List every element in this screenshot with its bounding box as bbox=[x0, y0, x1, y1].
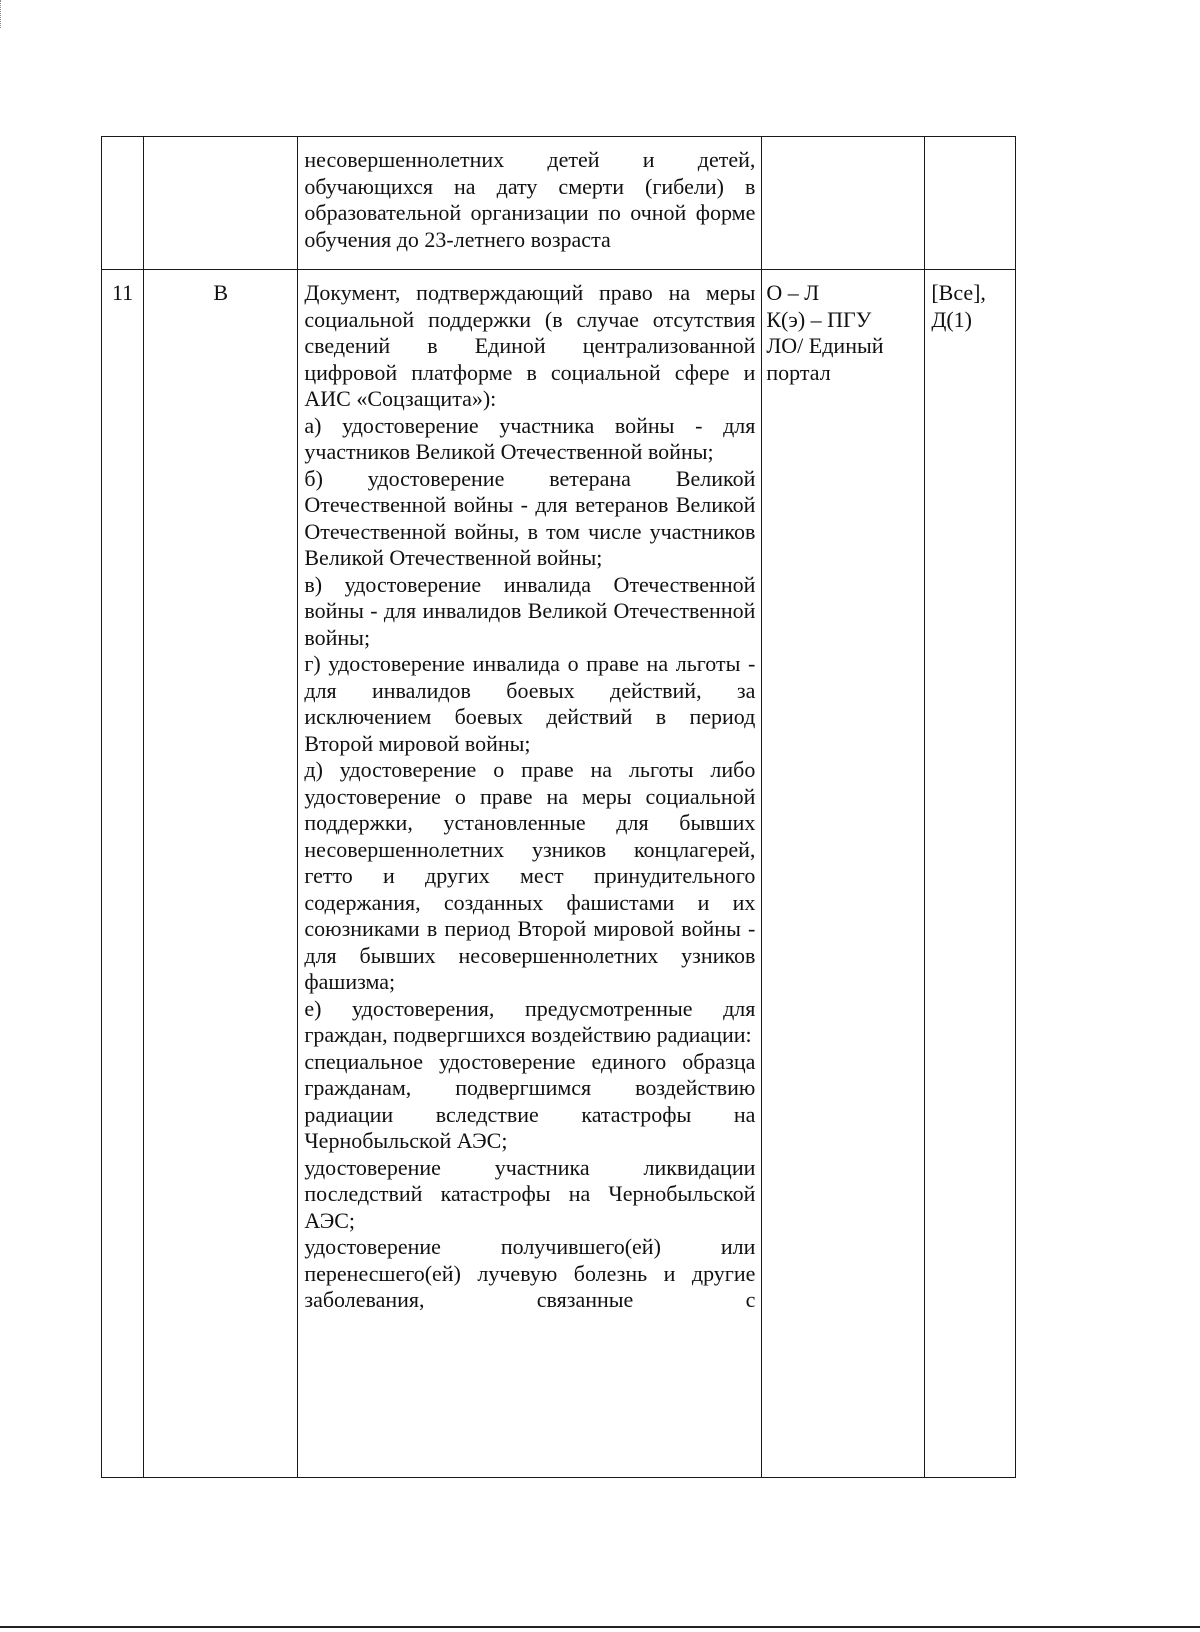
paragraph-intro: Документ, подтверждающий право на меры социальной поддержки (в случае отсутствия сведений в Единой централизованной цифровой платформе в социальной сфере и АИС «Соцзащита»): bbox=[304, 280, 756, 411]
category-line: [Все], bbox=[931, 280, 986, 305]
document-table bbox=[101, 136, 1016, 1478]
source-line: ЛО/ Единый bbox=[766, 333, 884, 358]
paragraph-v: в) удостоверение инвалида Отечественной войны - для инвалидов Великой Отечественной войны; bbox=[304, 571, 756, 650]
cell-category bbox=[925, 137, 1016, 270]
source-line: О – Л bbox=[766, 280, 820, 305]
paragraph-e-2: удостоверение участника ликвидации последствий катастрофы на Чернобыльской АЭС; bbox=[304, 1154, 756, 1233]
table-row-11 bbox=[102, 270, 1016, 1478]
source-line: портал bbox=[766, 359, 831, 385]
scan-edge-mark bbox=[0, 0, 3, 28]
cell-source bbox=[762, 270, 925, 1478]
cell-letter bbox=[144, 137, 298, 270]
cell-number bbox=[102, 137, 144, 270]
cell-source bbox=[762, 137, 925, 270]
paragraph-a: а) удостоверение участника войны - для участников Великой Отечественной войны; bbox=[304, 412, 756, 464]
table-row-continued bbox=[102, 137, 1016, 270]
paragraph-e-1: специальное удостоверение единого образца гражданам, подвергшимся воздействию радиации вследствие катастрофы на Чернобыльской АЭС; bbox=[304, 1048, 756, 1153]
source-line: К(э) – ПГУ bbox=[766, 306, 872, 332]
paragraph-b: б) удостоверение ветерана Великой Отечественной войны - для ветеранов Великой Отечественной войны, в том числе участников Великой Отечественной войны; bbox=[304, 465, 756, 570]
cell-document-text bbox=[298, 270, 762, 1478]
paragraph-e-3: удостоверение получившего(ей) или перенесшего(ей) лучевую болезнь и другие заболевания, связанные с bbox=[304, 1234, 756, 1312]
paragraph-g: г) удостоверение инвалида о праве на льготы - для инвалидов боевых действий, за исключением боевых действий в период Второй мировой войны; bbox=[304, 651, 756, 756]
category-line: Д(1) bbox=[931, 306, 972, 332]
cell-category bbox=[925, 270, 1016, 1478]
cell-document-text bbox=[298, 137, 762, 270]
scan-bottom-edge bbox=[0, 1626, 1200, 1628]
cell-letter: В bbox=[144, 270, 298, 1478]
paragraph-e: е) удостоверения, предусмотренные для граждан, подвергшихся воздействию радиации: bbox=[304, 995, 756, 1047]
paragraph: несовершеннолетних детей и детей, обучающихся на дату смерти (гибели) в образовательной организации по очной форме обучения до 23-летнего возраста bbox=[304, 147, 756, 252]
paragraph-d: д) удостоверение о праве на льготы либо удостоверение о праве на меры социальной поддержки, установленные для бывших несовершеннолетних узников концлагерей, гетто и других мест принудительного содержания, созданных фашистами и их союзниками в период Второй мировой войны - для бывших несовершеннолетних узников фашизма; bbox=[304, 757, 756, 994]
cell-number: 11 bbox=[102, 270, 144, 1478]
